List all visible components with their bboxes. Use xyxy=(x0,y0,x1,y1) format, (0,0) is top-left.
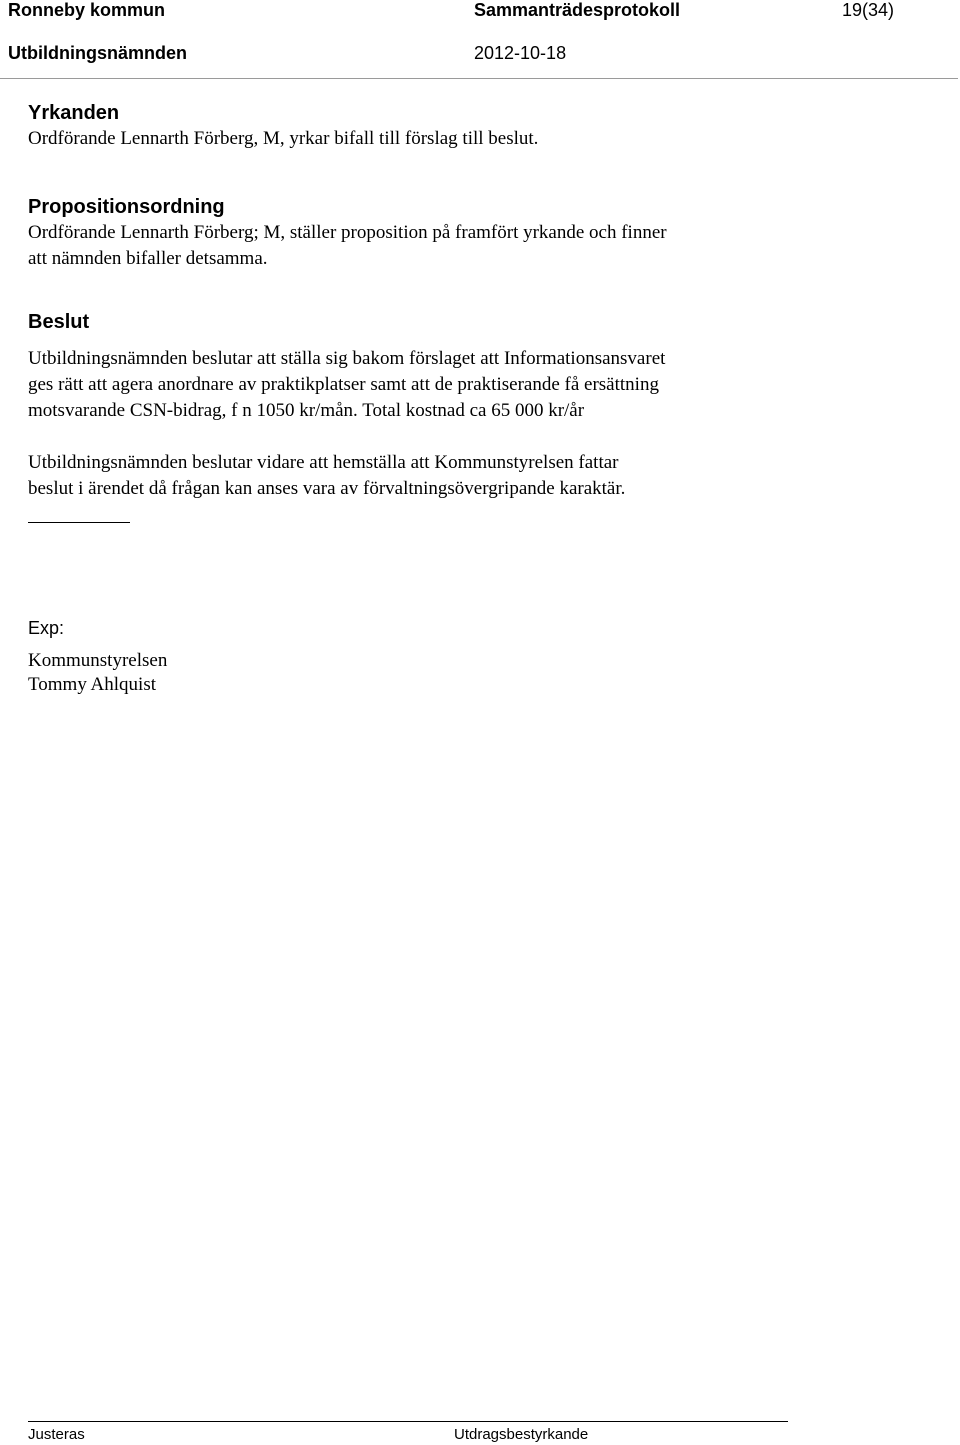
utdragsbestyrkande-label: Utdragsbestyrkande xyxy=(454,1426,589,1443)
yrkanden-text xyxy=(28,126,538,152)
beslut-paragraph-1 xyxy=(28,346,665,424)
beslut-line: motsvarande CSN-bidrag, f n 1050 kr/mån. Total kostnad ca 65 000 kr/år xyxy=(28,400,585,421)
word: Utbildningsnämnden xyxy=(28,452,188,473)
beslut-line: beslut i ärendet då frågan kan anses vara av förvaltningsövergripande karaktär. xyxy=(28,478,626,499)
header-divider xyxy=(0,78,958,79)
yrkanden-heading: Yrkanden xyxy=(28,102,120,124)
organization-name: Ronneby kommun xyxy=(8,0,166,20)
justeras-label: Justeras xyxy=(28,1426,85,1443)
propositionsordning-heading: Propositionsordning xyxy=(28,196,225,218)
word: att xyxy=(410,452,430,473)
word: fattar xyxy=(578,452,619,473)
meeting-date: 2012-10-18 xyxy=(474,43,567,63)
word: att xyxy=(309,452,329,473)
beslut-line: Utbildningsnämnden beslutar att ställa sig bakom förslaget att Informationsansvaret xyxy=(28,348,666,369)
word: vidare xyxy=(257,452,305,473)
section-end-rule xyxy=(28,522,130,523)
beslut-heading: Beslut xyxy=(28,311,90,333)
propositionsordning-line: att nämnden bifaller detsamma. xyxy=(28,248,268,269)
word: Kommunstyrelsen xyxy=(434,452,574,473)
beslut-justified-line xyxy=(28,450,783,476)
recipient: Kommunstyrelsen xyxy=(28,650,168,671)
page-number: 19(34) xyxy=(842,0,895,20)
beslut-line: ges rätt att agera anordnare av praktikplatser samt att de praktiserande få ersättning xyxy=(28,374,659,395)
recipient: Tommy Ahlquist xyxy=(28,674,156,695)
yrkanden-line: Ordförande Lennarth Förberg, M, yrkar bifall till förslag till beslut. xyxy=(28,128,539,149)
expedition-recipients xyxy=(28,649,167,697)
word: hemställa xyxy=(333,452,406,473)
document-type: Sammanträdesprotokoll xyxy=(474,0,681,20)
expedition-label: Exp: xyxy=(28,618,65,638)
footer-divider xyxy=(28,1421,788,1422)
word: beslutar xyxy=(192,452,253,473)
committee-name: Utbildningsnämnden xyxy=(8,43,187,63)
propositionsordning-text xyxy=(28,220,667,272)
beslut-paragraph-2 xyxy=(28,450,783,502)
propositionsordning-line: Ordförande Lennarth Förberg; M, ställer proposition på framfört yrkande och finner xyxy=(28,222,667,243)
